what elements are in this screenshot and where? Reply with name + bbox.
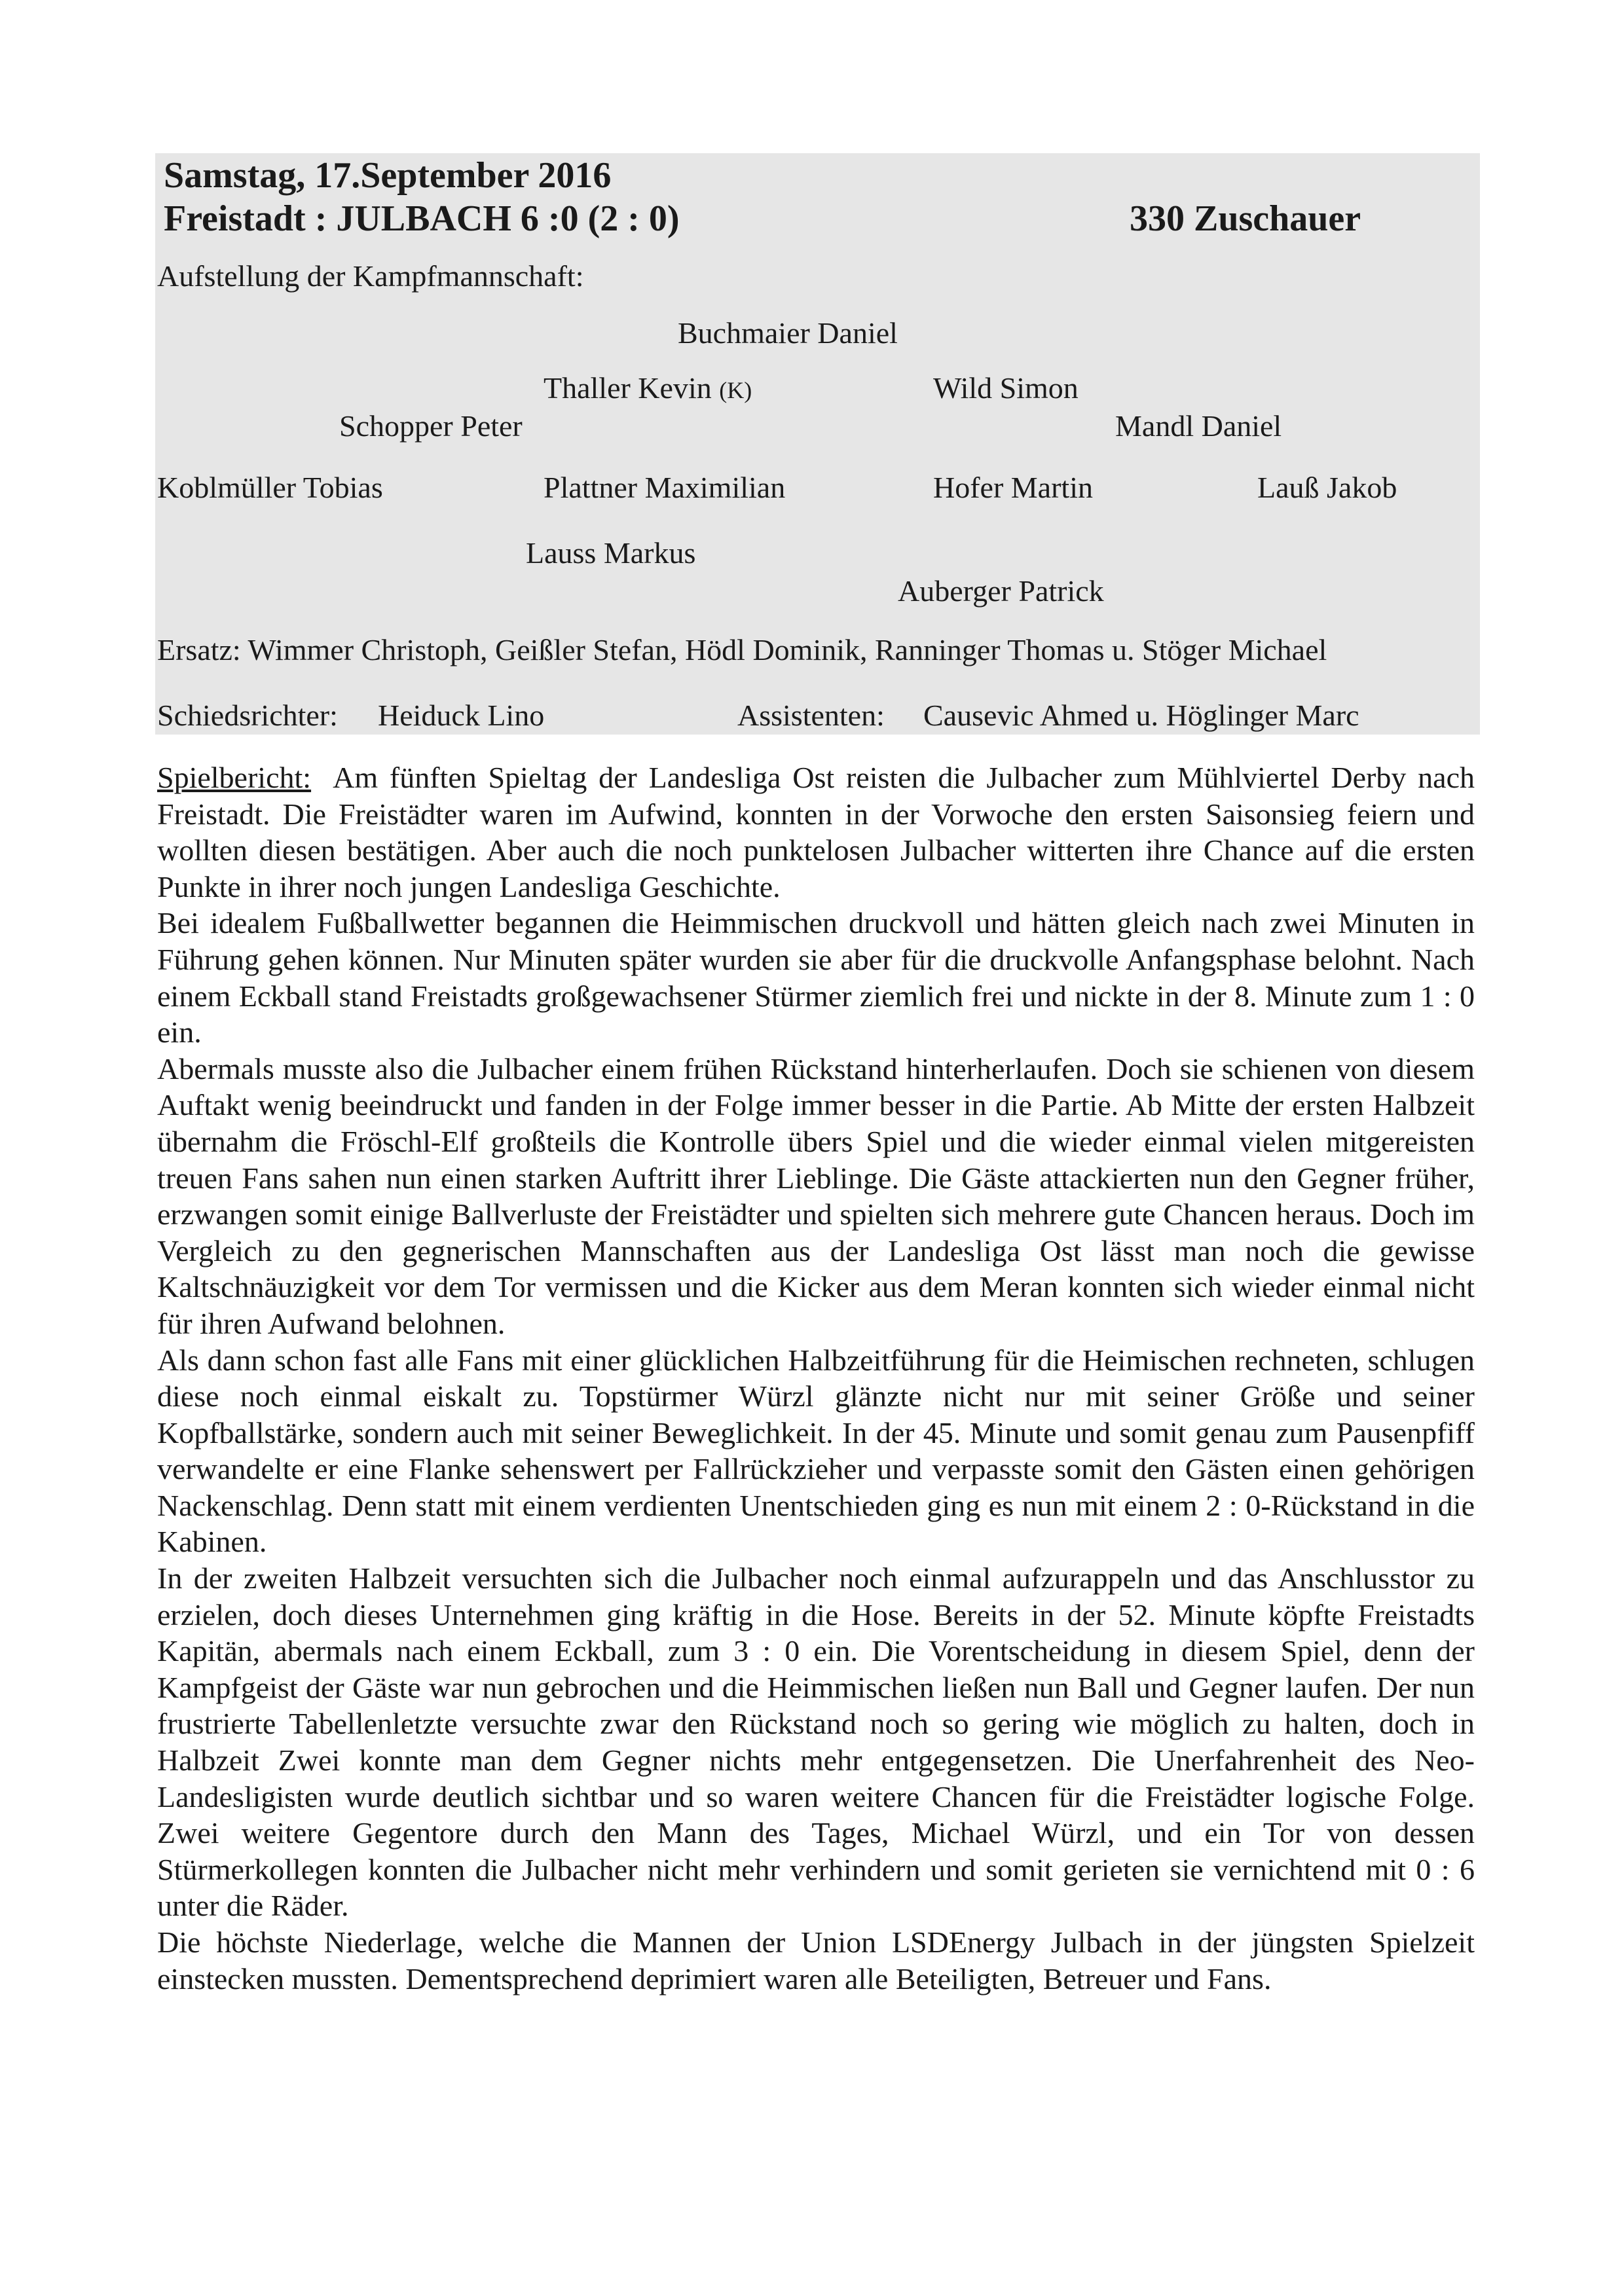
report-paragraph: Bei idealem Fußballwetter begannen die Heimmischen druckvoll und hätten gleich nach zwei Minuten in Führung gehen können. Nur Minuten später wurden sie aber für die druckvolle Anfangsphase belohnt. Nach einem Eckball stand Freistadts großgewachsener Stürmer ziemlich frei und nickte in der 8. Minute zum 1 : 0 ein. [157, 906, 1475, 1049]
player-hofer: Hofer Martin [933, 471, 1093, 504]
report-paragraph: In der zweiten Halbzeit versuchten sich die Julbacher noch einmal aufzurappeln und das Anschlusstor zu erzielen, doch dieses Unternehmen ging kräftig in die Hose. Bereits in der 52. Minute köpfte Freistadts Kapitän, abermals nach einem Eckball, zum 3 : 0 ein. Die Vorentscheidung in diesem Spiel, denn der Kampfgeist der Gäste war nun gebrochen und die Heimmischen ließen nun Ball und Gegner laufen. Der nun frustrierte Tabellenletzte versuchte zwar den Rückstand noch so gering wie möglich zu halten, doch in Halbzeit Zwei konnte man dem Gegner nichts mehr entgegensetzen. Die Unerfahrenheit des Neo-Landesligisten wurde deutlich sichtbar und so waren weitere Chancen für die Freistädter logische Folge. Zwei weitere Gegentore durch den Mann des Tages, Michael Würzl, und ein Tor von dessen Stürmerkollegen konnten die Julbacher nicht mehr verhindern und somit gerieten sie vernichtend mit 0 : 6 unter die Räder. [157, 1561, 1475, 1923]
player-name: Thaller Kevin [544, 371, 712, 405]
report-paragraph [157, 759, 1475, 905]
referee-name: Heiduck Lino [378, 699, 545, 732]
player-mandl: Mandl Daniel [1115, 409, 1282, 443]
referee-label: Schiedsrichter: [157, 699, 338, 732]
assistants-names: Causevic Ahmed u. Höglinger Marc [923, 699, 1359, 732]
player-plattner: Plattner Maximilian [544, 471, 786, 504]
report-paragraph: Abermals musste also die Julbacher einem frühen Rückstand hinterherlaufen. Doch sie schienen von diesem Auftakt wenig beeindruckt und fanden in der Folge immer besser in die Partie. Ab Mitte der ersten Halbzeit übernahm die Fröschl-Elf großteils die Kontrolle übers Spiel und die wieder einmal vielen mitgereisten treuen Fans sahen nun einen starken Auftritt ihrer Lieblinge. Die Gäste attackierten nun den Gegner früher, erzwangen somit einige Ballverluste der Freistädter und spielten sich mehrere gute Chancen heraus. Doch im Vergleich zu den gegnerischen Mannschaften aus der Landesliga Ost lässt man noch die gewisse Kaltschnäuzigkeit vor dem Tor vermissen und die Kicker aus dem Meran konnten sich wieder einmal nicht für ihren Aufwand belohnen. [157, 1051, 1475, 1340]
spectator-count: 330 Zuschauer [1130, 198, 1361, 239]
match-result: Freistadt : JULBACH 6 :0 (2 : 0) [164, 198, 680, 239]
substitutes-line: Ersatz: Wimmer Christoph, Geißler Stefan, Hödl Dominik, Ranninger Thomas u. Stöger Michael [157, 633, 1327, 666]
player-koblmueller: Koblmüller Tobias [157, 471, 383, 504]
player-schopper: Schopper Peter [339, 409, 523, 443]
assistants-label: Assistenten: [737, 699, 885, 732]
player-auberger: Auberger Patrick [898, 574, 1104, 608]
match-report [157, 759, 1475, 1997]
captain-mark: (K) [719, 377, 752, 403]
report-text: Am fünften Spieltag der Landesliga Ost reisten die Julbacher zum Mühlviertel Derby nach Freistadt. Die Freistädter waren im Aufwind, konnten in der Vorwoche den ersten Saisonsieg feiern und wollten diesen bestätigen. Aber auch die noch punktelosen Julbacher witterten ihre Chance auf die ersten Punkte in ihrer noch jungen Landesliga Geschichte. [157, 761, 1475, 903]
report-paragraph: Als dann schon fast alle Fans mit einer glücklichen Halbzeitführung für die Heimischen rechneten, schlugen diese noch einmal eiskalt zu. Topstürmer Würzl glänzte nicht nur mit seiner Größe und seiner Kopfballstärke, sondern auch mit seiner Beweglichkeit. In der 45. Minute und somit genau zum Pausenpfiff verwandelte er eine Flanke sehenswert per Fallrückzieher und verpasste somit den Gästen einen gehörigen Nackenschlag. Denn statt mit einem verdienten Unentschieden ging es nun mit einem 2 : 0-Rückstand in die Kabinen. [157, 1343, 1475, 1559]
player-wild: Wild Simon [933, 371, 1079, 405]
report-label: Spielbericht: [157, 761, 312, 794]
lineup-title: Aufstellung der Kampfmannschaft: [157, 259, 584, 293]
player-thaller [544, 371, 752, 405]
report-paragraph: Die höchste Niederlage, welche die Mannen der Union LSDEnergy Julbach in der jüngsten Spielzeit einstecken mussten. Dementsprechend deprimiert waren alle Beteiligten, Betreuer und Fans. [157, 1925, 1475, 1995]
player-goalkeeper: Buchmaier Daniel [678, 316, 898, 350]
match-date: Samstag, 17.September 2016 [164, 155, 612, 196]
player-lauss-jakob: Lauß Jakob [1257, 471, 1397, 504]
player-lauss-markus: Lauss Markus [526, 536, 696, 570]
